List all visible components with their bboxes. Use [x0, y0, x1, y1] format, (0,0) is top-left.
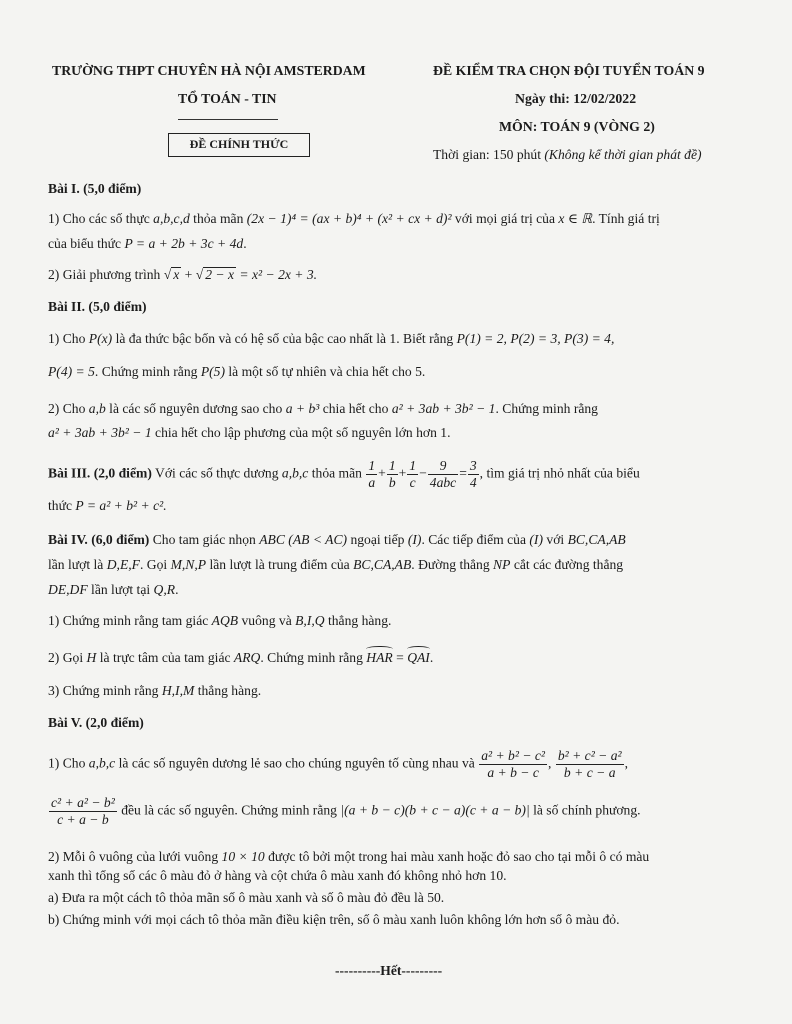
text: =: [392, 650, 408, 665]
exam-title: ĐỀ KIỂM TRA CHỌN ĐỘI TUYỂN TOÁN 9: [433, 63, 705, 78]
math-expression: a + b³: [285, 401, 320, 416]
text: là trực tâm của tam giác: [96, 650, 234, 665]
problem-4-line3: DE,DF lần lượt tại Q,R.: [48, 582, 179, 597]
problem-2-q1-line1: 1) Cho P(x) là đa thức bậc bốn và có hệ số của bậc cao nhất là 1. Biết rằng P(1) = 2, P(2) = 3, P(3) = 4,: [48, 331, 615, 346]
text: . Chứng minh rằng: [260, 650, 367, 665]
math-triangle: ABC (AB < AC): [259, 532, 348, 547]
math-triangle: AQB: [211, 613, 239, 628]
math-expression: P = a² + b² + c².: [75, 498, 167, 513]
duration-text: Thời gian: 150 phút: [433, 147, 541, 162]
header-divider: [178, 119, 278, 120]
math-values: P(1) = 2, P(2) = 3, P(3) = 4,: [456, 331, 615, 346]
end-marker: ----------Hết---------: [335, 963, 443, 978]
text: 2) Mỗi ô vuông của lưới vuông: [48, 849, 222, 864]
math-angle: QAI: [407, 649, 430, 667]
problem-1-title: Bài I. (5,0 điểm): [48, 181, 142, 196]
text: . Chứng minh rằng: [495, 401, 598, 416]
text: 2) Gọi: [48, 650, 87, 665]
problem-5-q1-line1: 1) Cho a,b,c là các số nguyên dương lẻ sao cho chúng nguyên tố cùng nhau và $\frac{\text{a² + b² − c²}}{a + b - c}$ , $\frac{\text{b² + c² − a²}}{b + c - a}$ ,: [48, 748, 629, 780]
text: 2) Cho: [48, 401, 89, 416]
text: 3) Chứng minh rằng: [48, 683, 162, 698]
text: chia hết cho lập phương của một số nguyên lớn hơn 1.: [151, 425, 451, 440]
problem-3-line1: Bài III. (2,0 điểm) Với các số thực dương a,b,c thỏa mãn $\frac{1}{a}$ + $\frac{1}{b}$ + $\frac{1}{c}$ − $\frac{9}{\text{4abc}}$ = $\frac{3}{4}$ , tìm giá trị nhỏ nhất của biểu: [48, 458, 640, 490]
math-value: P(4) = 5: [48, 364, 95, 379]
text: . Gọi: [139, 557, 171, 572]
exam-subject: MÔN: TOÁN 9 (VÒNG 2): [499, 119, 655, 134]
school-name: TRƯỜNG THPT CHUYÊN HÀ NỘI AMSTERDAM: [52, 63, 366, 78]
math-equation: (2x − 1)⁴ = (ax + b)⁴ + (x² + cx + d)²: [246, 211, 452, 226]
math-grid-size: 10 × 10: [221, 849, 265, 864]
math-segments: BC,CA,AB: [353, 557, 412, 572]
text: . Tính giá trị: [592, 211, 660, 226]
problem-4-title: Bài IV. (6,0 điểm): [48, 532, 150, 547]
problem-5-q2-line2: xanh thì tổng số các ô màu đỏ ở hàng và cột chứa ô màu xanh đó không nhỏ hơn 10.: [48, 868, 507, 883]
text: vuông và: [238, 613, 296, 628]
text: 1) Chứng minh rằng tam giác: [48, 613, 212, 628]
math-points: B,I,Q: [295, 613, 325, 628]
math-abs-expression: |(a + b − c)(b + c − a)(c + a − b)|: [340, 802, 530, 818]
text: Với các số thực dương: [151, 465, 282, 481]
text: . Các tiếp điểm của: [421, 532, 530, 547]
problem-5-q1-line2: [48, 795, 748, 827]
math-expression: P = a + 2b + 3c + 4d: [124, 236, 244, 251]
fraction: $\frac{9}{\text{4abc}}$: [429, 458, 457, 490]
text: .: [429, 650, 434, 665]
exam-date: Ngày thi: 12/02/2022: [515, 91, 637, 106]
math-expression: a² + 3ab + 3b² − 1: [391, 401, 496, 416]
text: thẳng hàng.: [324, 613, 392, 628]
math-point: H: [86, 650, 97, 665]
text: . Chứng minh rằng: [94, 364, 201, 379]
math-domain: x ∈ ℝ: [558, 211, 593, 226]
fraction: $\frac{1}{b}$: [388, 458, 396, 490]
problem-5-q2a: a) Đưa ra một cách tô thỏa mãn số ô màu xanh và số ô màu đỏ đều là 50.: [48, 890, 445, 905]
fraction-3: $\frac{\text{c² + a² − b²}}{c + a - b}$: [51, 795, 115, 827]
text: 1) Cho: [48, 755, 89, 771]
fraction-2: $\frac{\text{b² + c² − a²}}{b + c - a}$: [557, 748, 622, 780]
text: đều là các số nguyên. Chứng minh rằng: [117, 802, 341, 818]
problem-4-line1: [48, 531, 748, 549]
math-points: Q,R: [153, 582, 176, 597]
problem-2-title: Bài II. (5,0 điểm): [48, 299, 147, 314]
math-expression: a² + 3ab + 3b² − 1: [48, 425, 152, 440]
problem-1-q2: 2) Giải phương trình √ x + √ 2 − x = x² − 2x + 3.: [48, 267, 318, 282]
problem-3-line2: [48, 497, 748, 515]
text: thỏa mãn: [308, 465, 366, 481]
text: của biểu thức: [48, 236, 125, 251]
fraction: $\frac{3}{4}$: [469, 458, 477, 490]
fraction: $\frac{1}{c}$: [409, 458, 417, 490]
math-points: M,N,P: [170, 557, 207, 572]
problem-5-q2-line1: [48, 848, 748, 866]
math-circle: (I): [529, 532, 543, 547]
sqrt-2-minus-x: 2 − x: [205, 267, 235, 282]
problem-4-q2: [48, 649, 748, 667]
text: ngoại tiếp: [347, 532, 408, 547]
problem-4-line2: [48, 556, 748, 574]
math-points: H,I,M: [161, 683, 195, 698]
text: lần lượt là: [48, 557, 107, 572]
math-sides: BC,CA,AB: [567, 532, 626, 547]
problem-2-q2-line1: [48, 400, 748, 418]
text: 1) Cho các số thực: [48, 211, 154, 226]
text: với: [543, 532, 568, 547]
text: lần lượt là trung điểm của: [206, 557, 354, 572]
math-vars: a,b,c: [88, 755, 116, 771]
department-name: TỔ TOÁN - TIN: [178, 91, 277, 106]
text: với mọi giá trị của: [451, 211, 559, 226]
text: , tìm giá trị nhỏ nhất của biểu: [479, 465, 640, 481]
text: là số chính phương.: [529, 802, 641, 818]
text: cắt các đường thẳng: [510, 557, 624, 572]
math-circle: (I): [407, 532, 422, 547]
text: là đa thức bậc bốn và có hệ số của bậc cao nhất là 1. Biết rằng: [112, 331, 457, 346]
text: được tô bởi một trong hai màu xanh hoặc đỏ sao cho tại mỗi ô có màu: [264, 849, 650, 864]
problem-4-q1: [48, 612, 748, 630]
math-angle: HAR: [366, 649, 392, 667]
problem-2-q2-line2: [48, 424, 748, 442]
text: thẳng hàng.: [194, 683, 262, 698]
problem-3-title: Bài III. (2,0 điểm): [48, 465, 152, 481]
exam-duration: [433, 146, 702, 164]
text: thỏa mãn: [189, 211, 247, 226]
text: . Đường thẳng: [411, 557, 494, 572]
sqrt-x: x: [173, 267, 180, 282]
text: là một số tự nhiên và chia hết cho 5.: [225, 364, 426, 379]
math-vars: a,b: [88, 401, 106, 416]
math-vars: a,b,c,d: [153, 211, 190, 226]
problem-5-title: Bài V. (2,0 điểm): [48, 715, 144, 730]
problem-1-q1-line2: của biểu thức P = a + 2b + 3c + 4d.: [48, 236, 247, 251]
math-vars: a,b,c: [281, 465, 309, 481]
text: chia hết cho: [319, 401, 392, 416]
math-triangle: ARQ: [233, 650, 261, 665]
duration-note: (Không kể thời gian phát đề): [544, 147, 702, 162]
text: là các số nguyên dương sao cho: [105, 401, 286, 416]
text: Cho tam giác nhọn: [149, 532, 260, 547]
fraction-1: $\frac{\text{a² + b² − c²}}{a + b - c}$: [481, 748, 546, 780]
problem-2-q1-line2: P(4) = 5. Chứng minh rằng P(5) là một số tự nhiên và chia hết cho 5.: [48, 364, 426, 379]
text: 1) Cho: [48, 331, 89, 346]
math-line: NP: [493, 557, 511, 572]
fraction: $\frac{1}{a}$: [368, 458, 376, 490]
text: thức: [48, 498, 76, 513]
text: là các số nguyên dương lẻ sao cho chúng nguyên tố cùng nhau và: [115, 755, 479, 771]
math-rhs: = x² − 2x + 3.: [236, 267, 318, 282]
math-points: D,E,F: [106, 557, 140, 572]
problem-1-q1-line1: [48, 210, 748, 228]
text: lần lượt tại: [87, 582, 154, 597]
math-segments: DE,DF: [48, 582, 88, 597]
problem-5-q2b: b) Chứng minh với mọi cách tô thỏa mãn điều kiện trên, số ô màu xanh luôn không lớn hơn số ô màu đỏ.: [48, 912, 620, 927]
official-badge: ĐỀ CHÍNH THỨC: [168, 133, 310, 157]
text: 2) Giải phương trình: [48, 267, 164, 282]
problem-4-q3: [48, 682, 748, 700]
